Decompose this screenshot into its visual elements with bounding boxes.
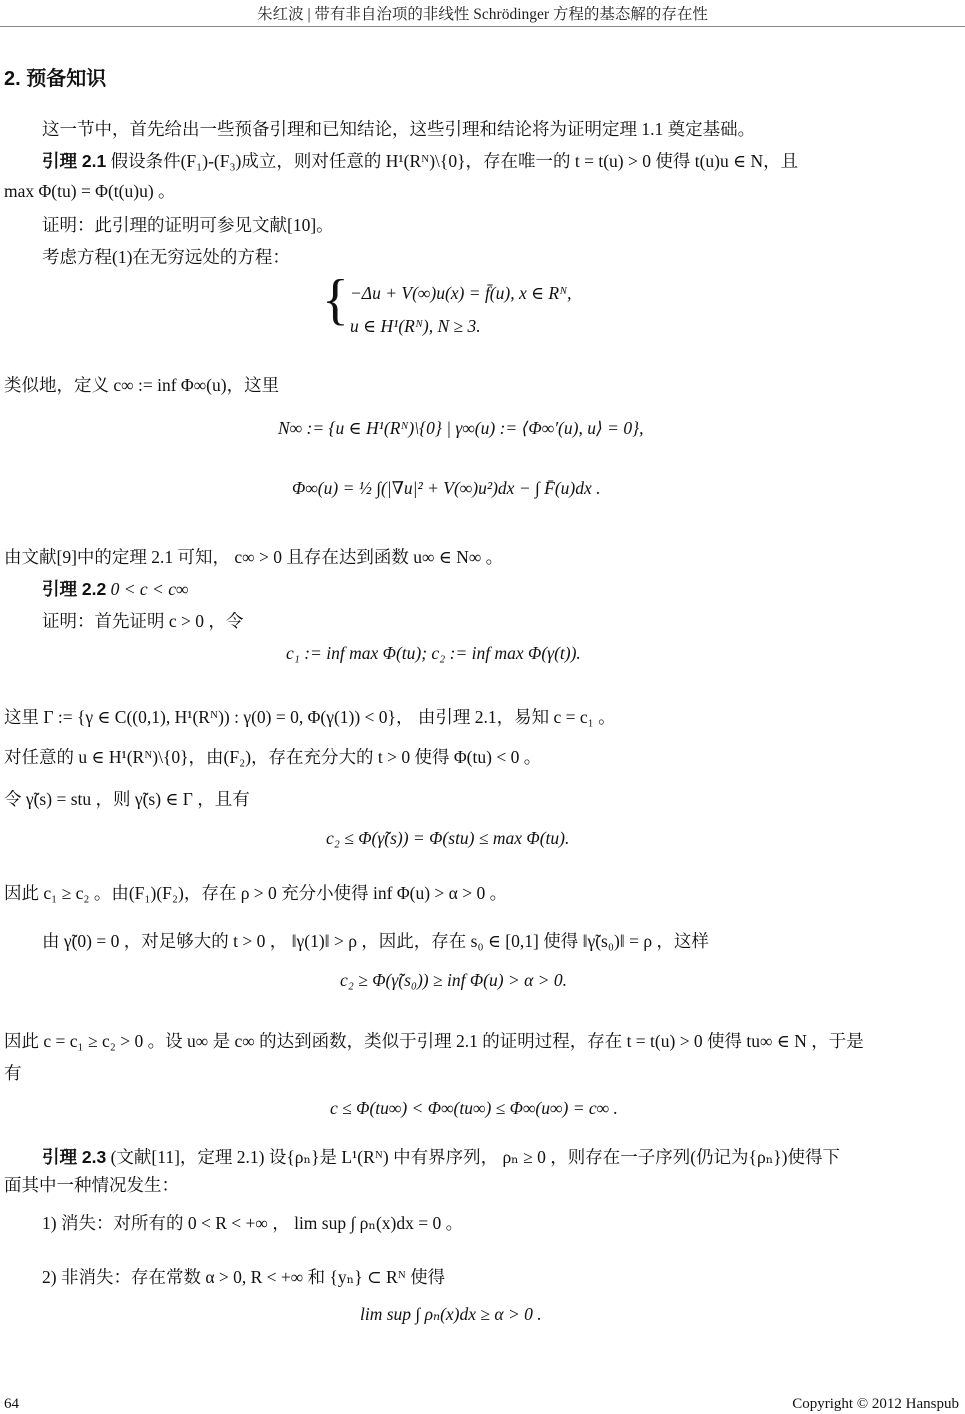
- let-gamma: 令 γ̃(s) = stu ，则 γ̃(s) ∈ Γ ，且有: [4, 789, 250, 809]
- lemma-2-1: [42, 148, 798, 173]
- system-brace: {: [322, 269, 349, 331]
- equation-1a: −Δu + V(∞)u(x) = f̄(u), x ∈ Rᴺ,: [350, 283, 572, 303]
- hence-c1-ge-c2: 因此 c₁ ≥ c₂ 。由(F₁)(F₂)，存在 ρ > 0 充分小使得 inf Φ(u) > α > 0 。: [4, 883, 508, 903]
- lemma-2-2: [42, 576, 188, 601]
- lemma-2-1-continuation: max Φ(tu) = Φ(t(u)u) 。: [4, 181, 176, 201]
- for-any-u: 对任意的 u ∈ H¹(Rᴺ)\{0}，由(F₂)，存在充分大的 t > 0 使得 Φ(tu) < 0 。: [4, 747, 542, 767]
- section-title: 2. 预备知识: [4, 68, 107, 90]
- lemma-2-2-text: 0 < c < c∞: [110, 579, 189, 599]
- from-gamma-zero: 由 γ̃(0) = 0 ，对足够大的 t > 0 ， ‖γ(1)‖ > ρ ，因此，存在 s₀ ∈ [0,1] 使得 ‖γ̃(s₀)‖ = ρ ，这样: [42, 931, 709, 951]
- by-reference-9: 由文献[9]中的定理 2.1 可知， c∞ > 0 且存在达到函数 u∞ ∈ N∞ 。: [4, 547, 504, 567]
- lemma-2-1-text: 假设条件(F₁)-(F₃)成立，则对任意的 H¹(Rᴺ)\{0}，存在唯一的 t = t(u) > 0 使得 t(u)u ∈ N，且: [110, 151, 799, 171]
- lemma-2-1-label: 引理 2.1: [42, 151, 107, 171]
- lemma-2-3-text: (文献[11]，定理 2.1) 设{ρₙ}是 L¹(Rᴺ) 中有界序列， ρₙ ≥ 0 ，则存在一子序列(仍记为{ρₙ})使得下: [110, 1147, 840, 1167]
- proof-2-1: 证明：此引理的证明可参见文献[10]。: [42, 215, 334, 235]
- lemma-2-3-label: 引理 2.3: [42, 1147, 107, 1167]
- consider-equation: 考虑方程(1)在无穷远处的方程：: [42, 247, 290, 267]
- phi-infinity-definition: Φ∞(u) = ½ ∫(|∇u|² + V(∞)u²)dx − ∫ F̄(u)dx .: [292, 478, 601, 498]
- header-rule: [0, 26, 965, 27]
- c-chain-inequality: c ≤ Φ(tu∞) < Φ∞(tu∞) ≤ Φ∞(u∞) = c∞ .: [330, 1098, 618, 1118]
- copyright: Copyright © 2012 Hanspub: [792, 1396, 959, 1412]
- c2-lower-bound: c₂ ≥ Φ(γ̃(s₀)) ≥ inf Φ(u) > α > 0.: [340, 970, 567, 990]
- non-vanishing-limit: lim sup ∫ ρₙ(x)dx ≥ α > 0 .: [360, 1304, 542, 1324]
- equation-1b: u ∈ H¹(Rᴺ), N ≥ 3.: [350, 316, 481, 336]
- lemma-2-3: [42, 1144, 840, 1169]
- n-infinity-definition: N∞ := {u ∈ H¹(Rᴺ)\{0} | γ∞(u) := ⟨Φ∞′(u), u⟩ = 0},: [278, 418, 644, 438]
- c1-c2-definition: c₁ := inf max Φ(tu); c₂ := inf max Φ(γ(t)).: [286, 643, 581, 663]
- intro-paragraph: 这一节中，首先给出一些预备引理和已知结论，这些引理和结论将为证明定理 1.1 奠定基础。: [42, 119, 756, 139]
- you: 有: [4, 1063, 22, 1083]
- hence-c-positive: 因此 c = c₁ ≥ c₂ > 0 。设 u∞ 是 c∞ 的达到函数，类似于引理 2.1 的证明过程，存在 t = t(u) > 0 使得 tu∞ ∈ N ，于是: [4, 1031, 864, 1051]
- case-vanishing: 1) 消失：对所有的 0 < R < +∞ ， lim sup ∫ ρₙ(x)dx = 0 。: [42, 1213, 464, 1233]
- lemma-2-2-label: 引理 2.2: [42, 579, 107, 599]
- proof-2-2: 证明：首先证明 c > 0 ，令: [42, 611, 244, 631]
- running-header: 朱红波 | 带有非自治项的非线性 Schrödinger 方程的基态解的存在性: [257, 6, 708, 23]
- page-number: 64: [4, 1396, 19, 1412]
- case-non-vanishing: 2) 非消失：存在常数 α > 0, R < +∞ 和 {yₙ} ⊂ Rᴺ 使得: [42, 1267, 446, 1287]
- c2-upper-bound: c₂ ≤ Φ(γ̃(s)) = Φ(stu) ≤ max Φ(tu).: [326, 828, 570, 848]
- lemma-2-3-continuation: 面其中一种情况发生：: [4, 1175, 179, 1195]
- similarly-define: 类似地，定义 c∞ := inf Φ∞(u)，这里: [4, 375, 280, 395]
- gamma-definition: 这里 Γ := {γ ∈ C((0,1), H¹(Rᴺ)) : γ(0) = 0, Φ(γ(1)) < 0}， 由引理 2.1，易知 c = c₁ 。: [4, 707, 616, 727]
